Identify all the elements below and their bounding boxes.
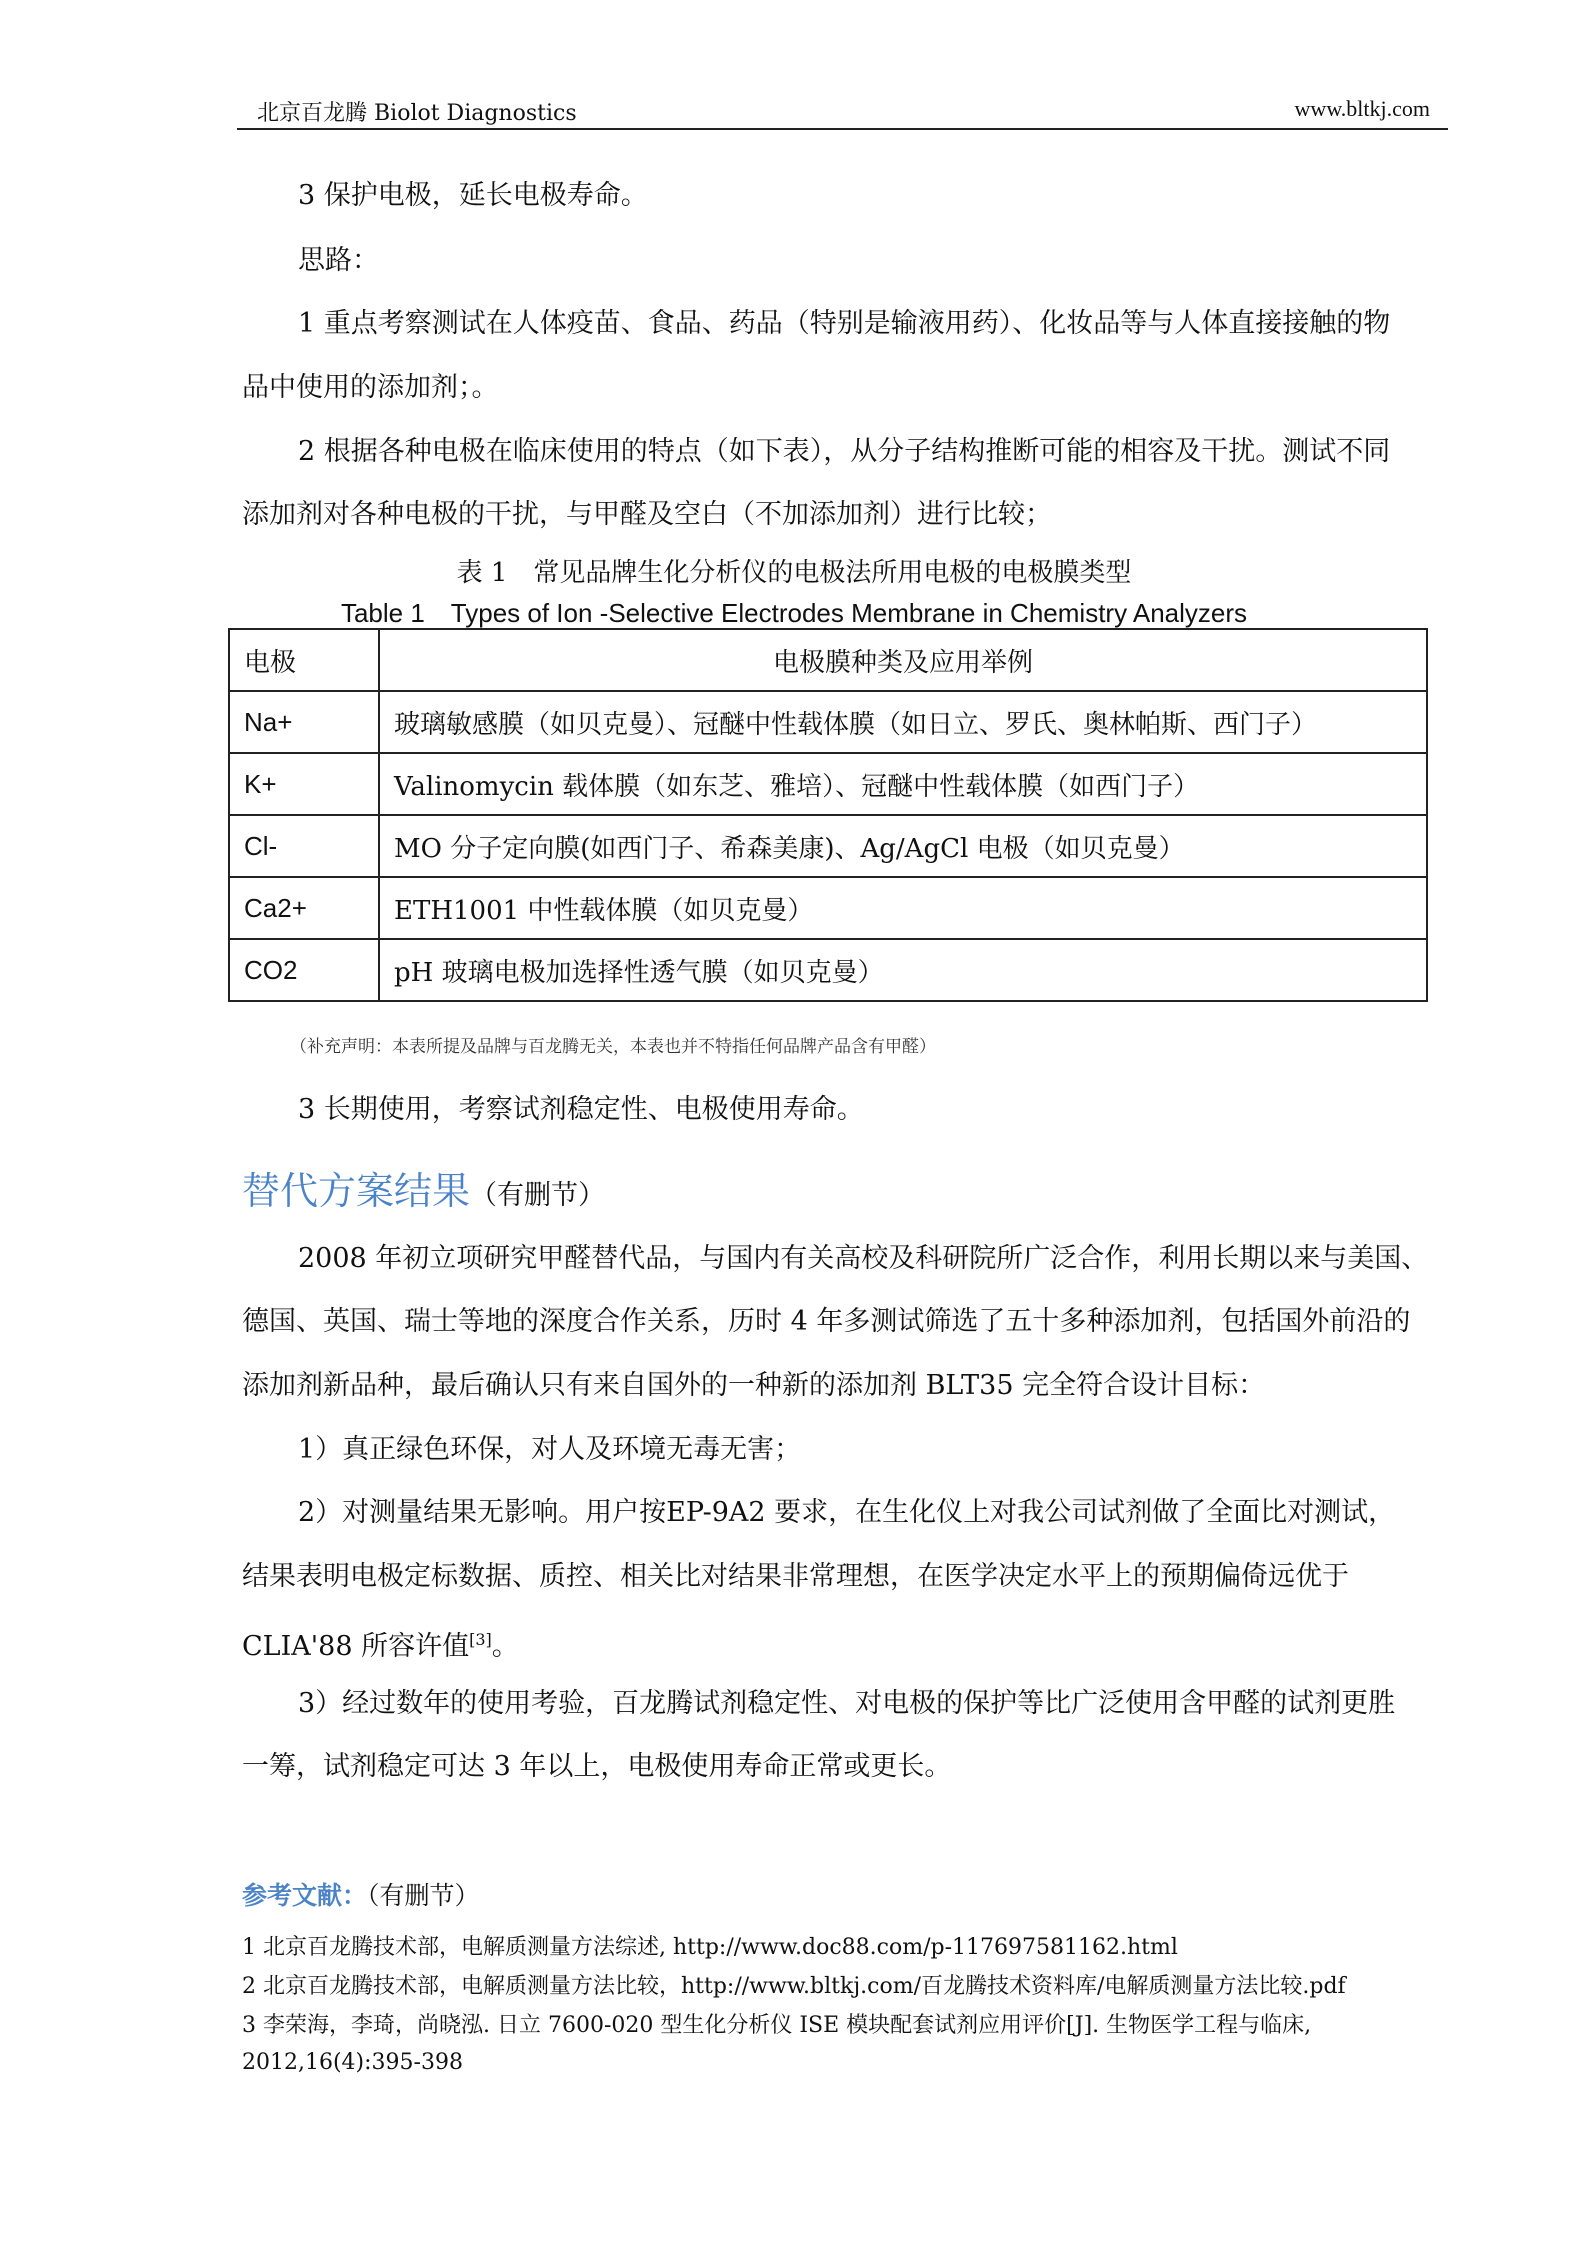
table-header-cell: 电极 <box>229 629 379 691</box>
body-line: 结果表明电极定标数据、质控、相关比对结果非常理想，在医学决定水平上的预期偏倚远优于 <box>242 1561 1349 1592</box>
body-line: 3 保护电极，延长电极寿命。 <box>298 180 648 211</box>
body-line: 1）真正绿色环保，对人及环境无毒无害； <box>298 1434 802 1465</box>
body-text: 。 <box>491 1631 519 1662</box>
table-note: （补充声明：本表所提及品牌与百龙腾无关，本表也并不特指任何品牌产品含有甲醛） <box>290 1037 936 1057</box>
table-header-row <box>229 629 1427 691</box>
section-heading <box>242 1160 605 1215</box>
table-row <box>229 753 1427 815</box>
references-heading <box>242 1876 480 1912</box>
table-row <box>229 691 1427 753</box>
table-cell-electrode: Na+ <box>229 691 379 753</box>
table-cell-membrane: Valinomycin 载体膜（如东芝、雅培）、冠醚中性载体膜（如西门子） <box>379 753 1427 815</box>
references-subtitle: （有删节） <box>367 1881 480 1910</box>
reference-item: 2 北京百龙腾技术部，电解质测量方法比较，http://www.bltkj.com/百龙腾技术资料库/电解质测量方法比较.pdf <box>242 1974 1346 1999</box>
table-row <box>229 939 1427 1001</box>
section-title: 替代方案结果 <box>242 1169 471 1213</box>
table-cell-electrode: Cl- <box>229 815 379 877</box>
table-cell-membrane: ETH1001 中性载体膜（如贝克曼） <box>379 877 1427 939</box>
citation-mark: [3] <box>469 1630 492 1649</box>
body-line: 2）对测量结果无影响。用户按EP-9A2 要求，在生化仪上对我公司试剂做了全面比对测试， <box>298 1497 1396 1528</box>
table-caption-en: Table 1 Types of Ion -Selective Electrodes Membrane in Chemistry Analyzers <box>340 598 1248 628</box>
reference-item: 1 北京百龙腾技术部，电解质测量方法综述, http://www.doc88.com/p-117697581162.html <box>242 1935 1178 1960</box>
table-cell-membrane: MO 分子定向膜(如西门子、希森美康)、Ag/AgCl 电极（如贝克曼） <box>379 815 1427 877</box>
body-line: 1 重点考察测试在人体疫苗、食品、药品（特别是输液用药）、化妆品等与人体直接接触的物 <box>298 308 1391 339</box>
body-text: CLIA'88 所容许值 <box>242 1631 470 1662</box>
table-header-cell: 电极膜种类及应用举例 <box>379 629 1427 691</box>
header-right: www.bltkj.com <box>1294 96 1430 121</box>
body-line: 3）经过数年的使用考验，百龙腾试剂稳定性、对电极的保护等比广泛使用含甲醛的试剂更胜 <box>298 1688 1396 1719</box>
table-cell-electrode: Ca2+ <box>229 877 379 939</box>
reference-item: 3 李荣海，李琦，尚晓泓. 日立 7600-020 型生化分析仪 ISE 模块配套试剂应用评价[J]. 生物医学工程与临床, <box>242 2013 1312 2038</box>
body-line: 2 根据各种电极在临床使用的特点（如下表），从分子结构推断可能的相容及干扰。测试不同 <box>298 436 1391 467</box>
references-title: 参考文献： <box>242 1881 368 1910</box>
table-cell-membrane: pH 玻璃电极加选择性透气膜（如贝克曼） <box>379 939 1427 1001</box>
body-line: 品中使用的添加剂；。 <box>242 372 499 403</box>
table-cell-electrode: K+ <box>229 753 379 815</box>
body-line: 思路： <box>298 245 379 276</box>
body-line: 添加剂对各种电极的干扰，与甲醛及空白（不加添加剂）进行比较； <box>242 499 1052 530</box>
header-left: 北京百龙腾 Biolot Diagnostics <box>257 101 577 126</box>
body-line: 2008 年初立项研究甲醛替代品，与国内有关高校及科研院所广泛合作，利用长期以来与美国、 <box>298 1243 1429 1274</box>
electrode-membrane-table <box>228 628 1428 1002</box>
table-row <box>229 815 1427 877</box>
table-caption-cn: 表 1 常见品牌生化分析仪的电极法所用电极的电极膜类型 <box>456 558 1132 588</box>
table-cell-electrode: CO2 <box>229 939 379 1001</box>
section-subtitle: （有删节） <box>470 1180 606 1211</box>
body-line: 一筹，试剂稳定可达 3 年以上，电极使用寿命正常或更长。 <box>242 1751 952 1782</box>
body-line: 德国、英国、瑞士等地的深度合作关系，历时 4 年多测试筛选了五十多种添加剂，包括国外前沿的 <box>242 1306 1411 1337</box>
table-row <box>229 877 1427 939</box>
body-line-with-citation <box>242 1624 1442 1663</box>
body-line: 添加剂新品种，最后确认只有来自国外的一种新的添加剂 BLT35 完全符合设计目标： <box>242 1370 1266 1401</box>
table-cell-membrane: 玻璃敏感膜（如贝克曼）、冠醚中性载体膜（如日立、罗氏、奥林帕斯、西门子） <box>379 691 1427 753</box>
header-divider <box>237 128 1448 130</box>
reference-item: 2012,16(4):395-398 <box>242 2050 463 2075</box>
body-line: 3 长期使用，考察试剂稳定性、电极使用寿命。 <box>298 1094 864 1125</box>
